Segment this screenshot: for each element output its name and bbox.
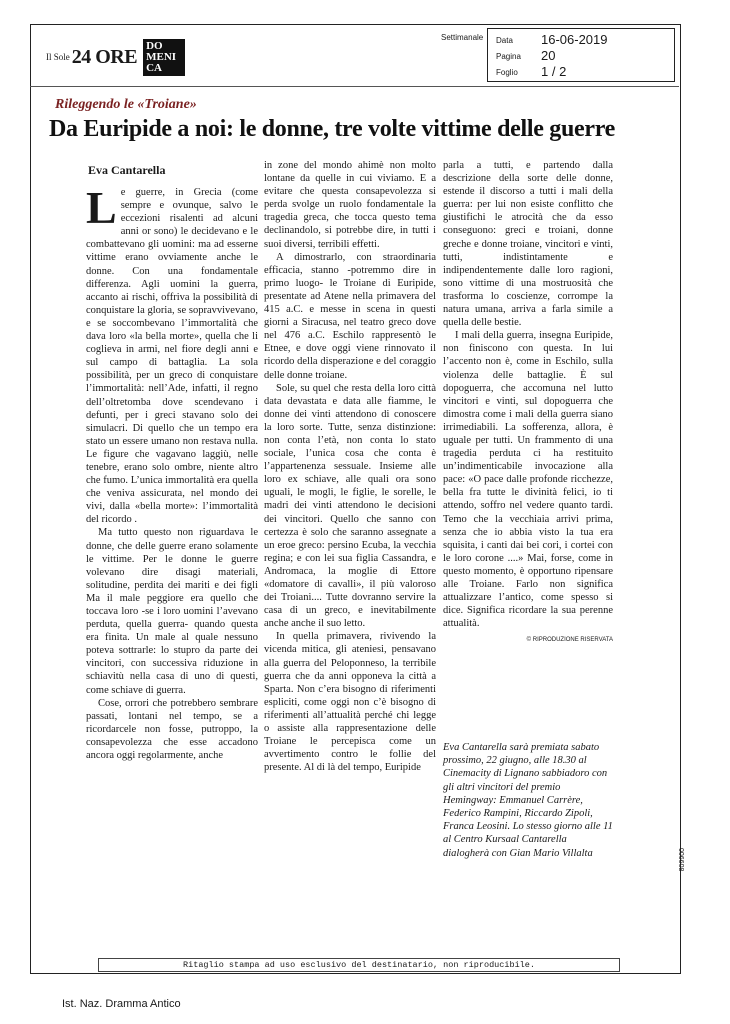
foglio-label: Foglio [496,68,518,77]
logo-main-text: 24 ORE [71,45,138,68]
article-author: Eva Cantarella [88,163,166,177]
paragraph: In quella primavera, rivivendo la vicenda mitica, gli ateniesi, pensavano alla guerra del Peloponneso, la terribile guerra che da anni opponeva la città a Sparta. Non c’era bisogno di riferimenti espliciti, come oggi non c’è bisogno di riferimenti all’attualità perché chi legge o assiste alla rappresentazione delle Troiane le percepisca come un avvertimento contro le follie del presente. Al di là del tempo, Euripide [264,631,436,774]
clipping-notice: Ritaglio stampa ad uso esclusivo del destinatario, non riproducibile. [98,958,620,972]
periodicity-label: Settimanale [441,33,484,42]
pagina-label: Pagina [496,52,521,61]
logo-section-text: DO MENI CA [143,39,185,76]
article-column-2 [264,159,436,774]
drop-cap: L [86,182,117,233]
copyright-notice: © RIPRODUZIONE RISERVATA [526,637,613,644]
foglio-value: 1 / 2 [541,64,567,79]
paragraph: A dimostrarlo, con straordinaria efficacia, stanno -potremmo dire in primo luogo- le Troiane di Euripide, presentate ad Atene nella primavera del 415 a.C. e messe in scena in questi giorni a Siracusa, nel teatro greco dove nel 476 a.C. Eschilo rappresentò le Etnee, e dove oggi viene rinnovato il ricordo della disperazione e del coraggio delle donne troiane. [264,251,436,381]
paragraph: Sole, su quel che resta della loro città data devastata e data alle fiamme, le donne dei vinti attendono di conoscere la loro sorte. Tutte, senza distinzione: non conta l’età, non conta lo stato sociale, l’unica cosa che conta è l’appartenenza sessuale. Insieme alle loro ex schiave, alle quali ora sono uguali, le mogli, le figlie, le sorelle, le madri dei vinti attendono le decisioni dei vincitori. Quello che sanno con certezza è solo che saranno assegnate a un eroe greco: persino Ecuba, la vecchia regina; e con lei sua figlia Cassandra, e Andromaca, la moglie di Ettore «domatore di cavalli», il più valoroso dei Troiani.... Tutte dovranno servire la casa di un greco, e inevitabilmente anche anche il suo letto. [264,382,436,630]
paragraph: Ma tutto questo non riguardava le donne, che delle guerre erano solamente le vittime. Per le donne le guerre volevano dire disagi materiali, solitudine, perdita dei mariti e dei figli Ma il male peggiore era quello che toccava loro -se i loro uomini l’avevano perduta, quella guerra- quando questa era finita. Un male al quale nessuno poteva sottrarle: lo stupro da parte dei vincitori, con successiva riduzione in schiavitù nella casa di uno di questi, come schiave di guerra. [86,527,258,696]
paragraph: Cose, orrori che potrebbero sembrare passati, lontani nel tempo, se a ricordarcele non fosse, putroppo, la consapevolezza che esse accadono ancora oggi regolarmente, anche [86,697,258,762]
paragraph: in zone del mondo ahimè non molto lontane da quelle in cui viviamo. E a evitare che questa consapevolezza si perda svolge un ruolo fondamentale la tragedia greca, che tocca questo tema declinandolo, si potrebbe dire, in tutti i suoi diversi, terribili effetti. [264,160,436,250]
data-label: Data [496,36,513,45]
side-code: 006608 [677,848,684,872]
pagina-value: 20 [541,48,556,63]
logo-small-text: Il Sole [46,52,70,62]
article-column-3 [443,159,613,647]
meta-box [487,28,675,82]
author-award-note: Eva Cantarella sarà premiata sabato prossimo, 22 giugno, alle 18.30 al Cinemacity di Lignano sabbiadoro con gli altri vincitori del premio Hemingway: Emmanuel Carrère, Federico Rampini, Riccardo Zipoli, Franca Leosini. Lo stesso giorno alle 11 al Centro Kursaal Cantarella dialogherà con Gian Mario Villalta [443,742,613,859]
article-kicker: Rileggendo le «Troiane» [55,97,197,112]
data-value: 16-06-2019 [541,32,608,47]
paragraph-text: e guerre, in Grecia (come sempre e ovunque, salvo le eccezioni risalenti ad alcuni anni or sono) le decidevano e le combattevano gli uomini: ma ad esserne vittime erano ovviamente anche le donne. Con una fondamentale differenza. Agli uomini la guerra, accanto ai rischi, offriva la possibilità di conquistare la gloria, se sopravvivevano, e se soccombevano l’immortalità che dava loro «la bella morte», quella che li coglieva in armi, nel fiore degli anni e sul campo di battaglia. La sola possibilità, per un greco di conquistare l’immortalità: nell’Ade, infatti, il regno dell’oltretomba dove scendevano i defunti, per i greci stavano solo dei simulacri. Di quello che un tempo era stato un essere umano non restava nulla. Le figure che vagavano laggiù, nelle tenebre, erano solo ombre, niente altro che fumo. L’unica immortalità era quella che veniva assicurata, nel mondo dei vivi, dalla «bella morte»: l’immortalità del ricordo . [86,187,258,526]
paragraph: parla a tutti, e partendo dalla descrizione della sorte delle donne, estende il discorso a tutti i mali della guerra: per lui non esiste conflitto che giustifichi le atrocità che da esso conseguono: greci e troiani, donne greche e donne troiane, vincitori e vinti, tutti, indistintamente e indipendentemente dalle loro ragioni, sono vittime di una mostruosità che trasforma lo coscienze, corrompe la natura umana, arriva a farla simile a quella delle bestie. [443,160,613,329]
owner-label: Ist. Naz. Dramma Antico [62,998,181,1010]
header-divider [30,86,679,87]
newspaper-logo [46,40,185,74]
paragraph [86,182,258,526]
article-column-1 [86,182,258,762]
paragraph: I mali della guerra, insegna Euripide, non finiscono con questa. In lui l’accento non è, come in Eschilo, sulla violenza delle battaglie. È sul dopoguerra, che accomuna nel lutto vincitori e vinti, sul dopoguerra che dimostra come i mali della guerra siano irrimediabili. La sofferenza, allora, è uguale per tutti. Un frammento di una tragedia perduta ci ha restituito un’indimenticabile invocazione alla pace: «O pace dalle profonde ricchezze, bella fra tutte le divinità felici, io ti attendo, soffro nel vedere quanto tardi. Temo che la vecchiaia arrivi prima, senza che io abbia visto la tua era squisita, i canti dai bei cori, i cortei con le loro corone ....» Mai, forse, come in questo momento, è opportuno ripensare alle Troiane. Farlo non significa attualizzare l’antico, come spesso si dice. Significa ricordare la sua perenne attualità. [443,330,613,630]
article-headline: Da Euripide a noi: le donne, tre volte vittime delle guerre [49,116,615,142]
